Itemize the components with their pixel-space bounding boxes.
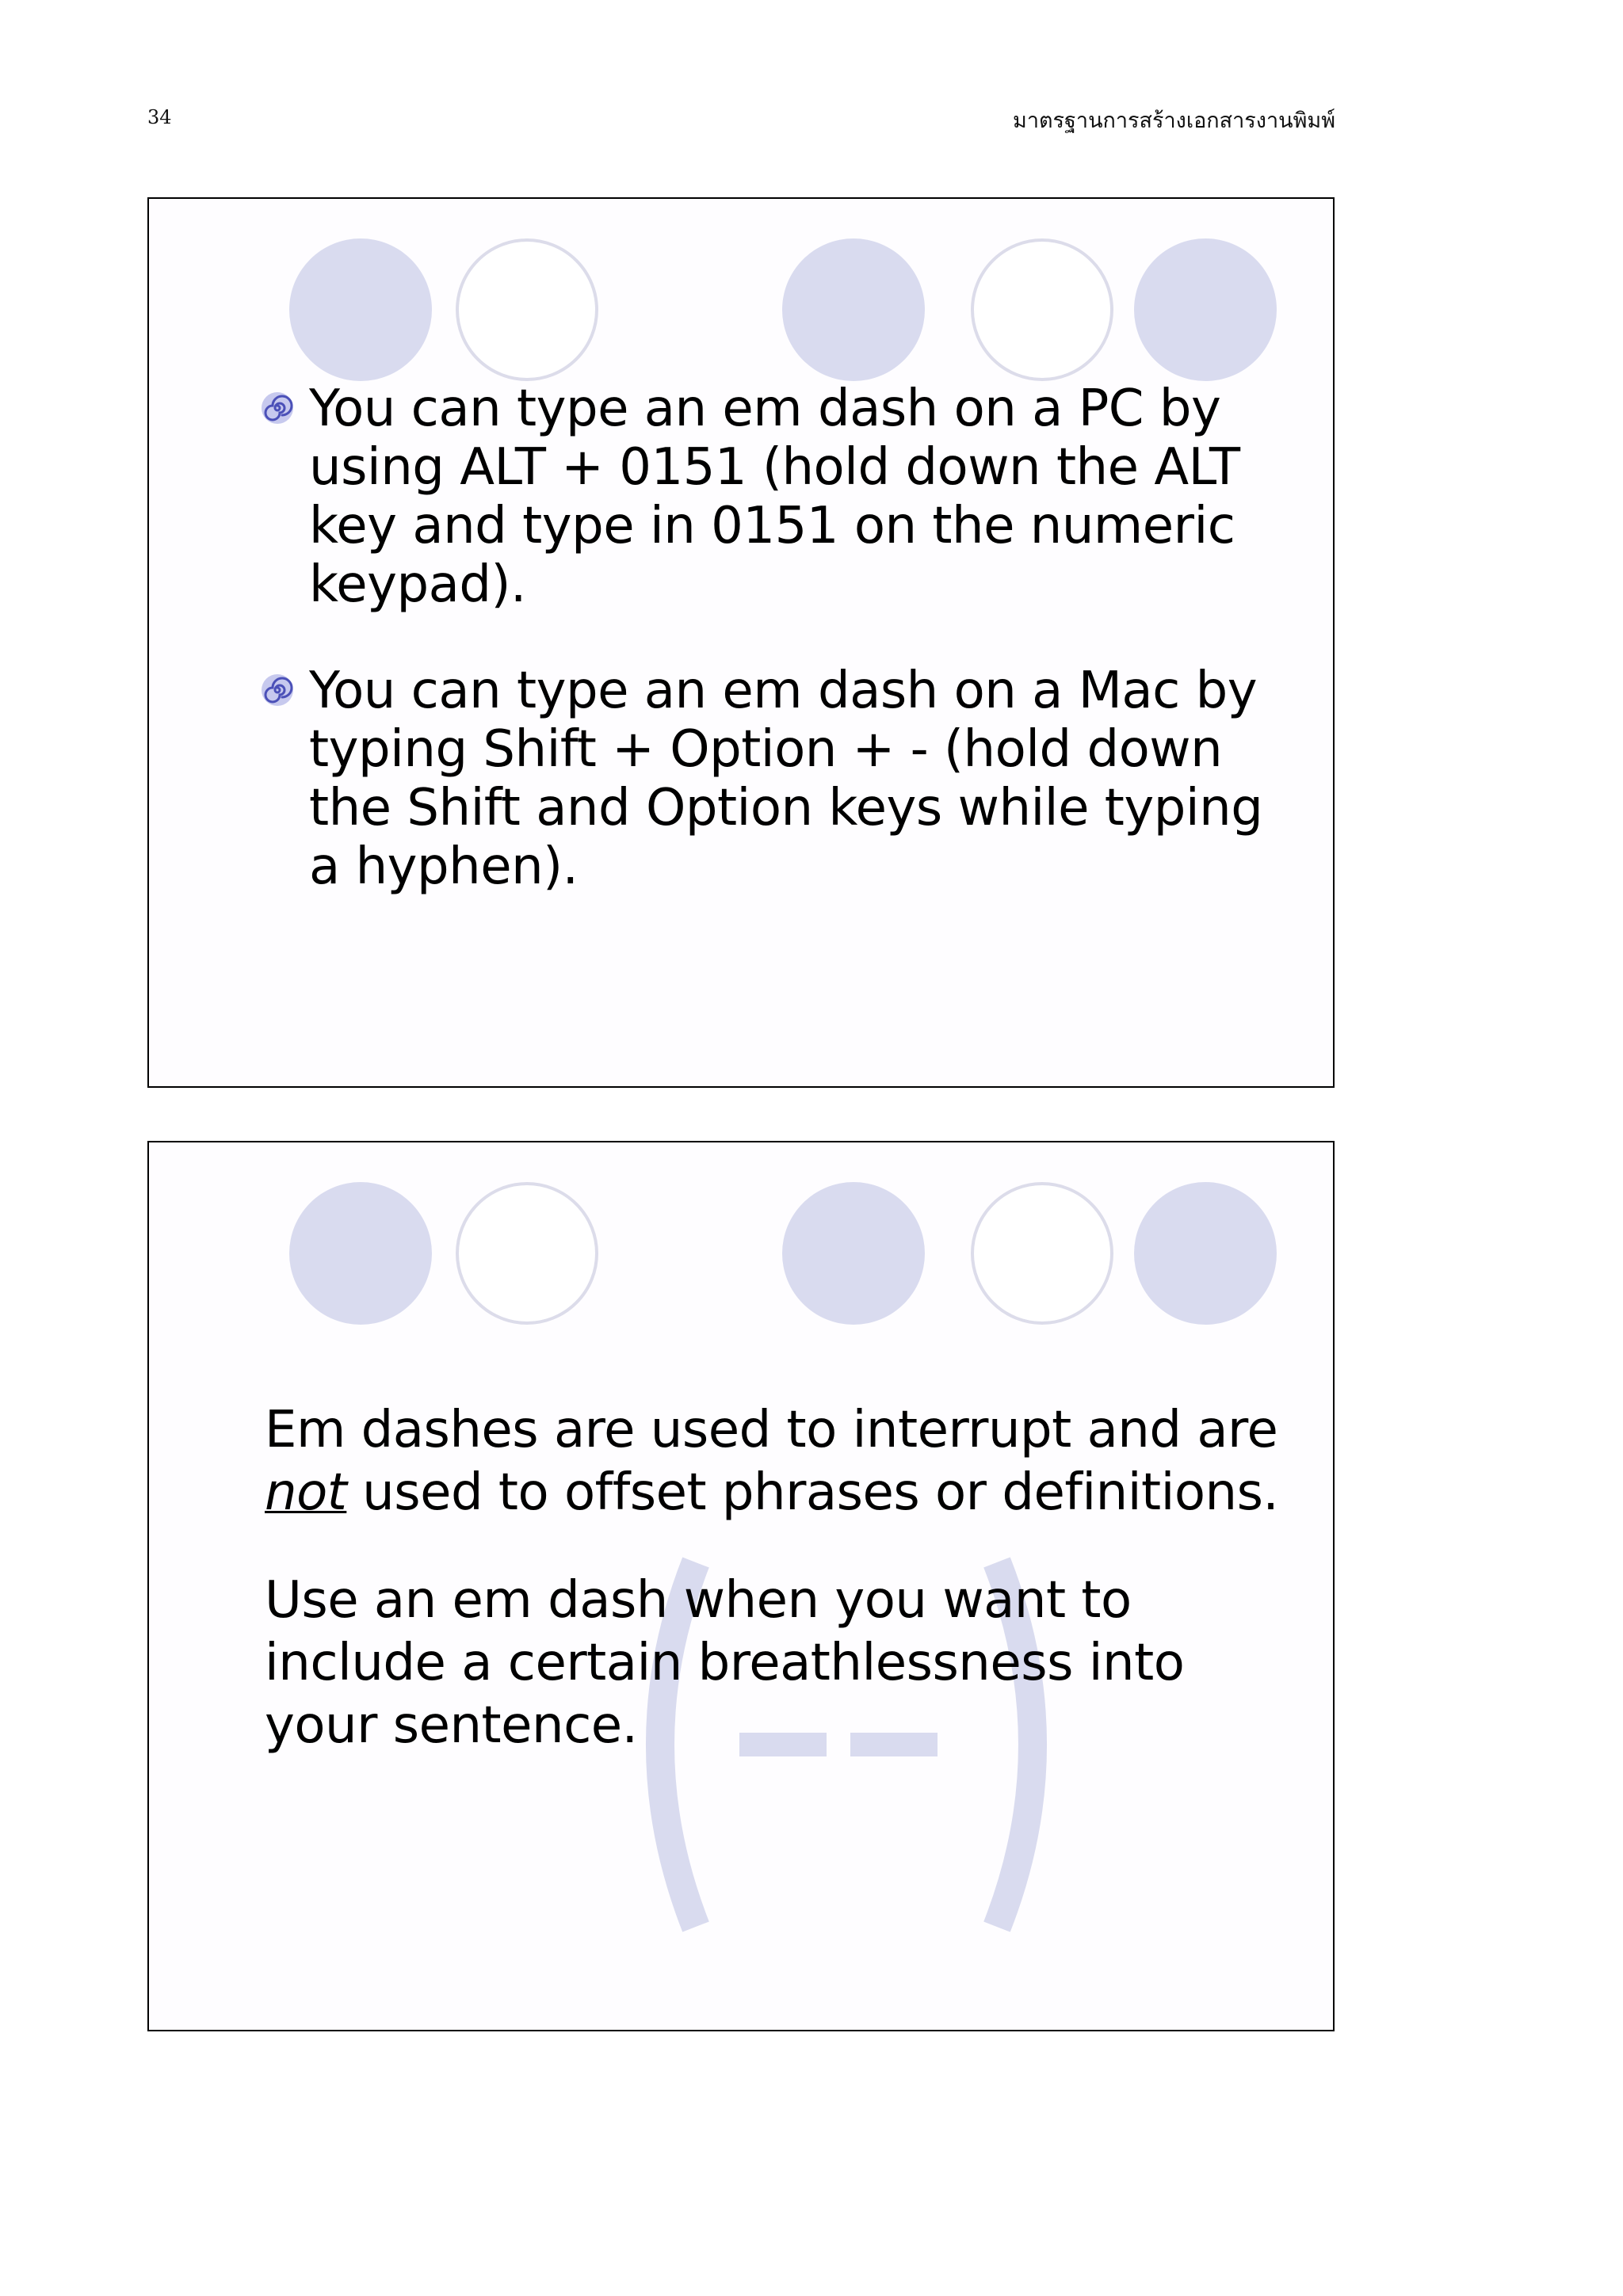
bullet-list bbox=[260, 379, 1290, 944]
decor-circle-outline bbox=[456, 1182, 598, 1325]
decor-circle-filled bbox=[782, 238, 925, 381]
page-number: 34 bbox=[147, 106, 172, 128]
decor-circle-outline bbox=[456, 238, 598, 381]
bullet-item bbox=[260, 662, 1290, 896]
spiral-icon bbox=[260, 391, 295, 425]
spiral-icon bbox=[260, 673, 295, 707]
slide-1 bbox=[147, 197, 1335, 1088]
paragraph-2: Use an em dash when you want to include a certain breathlessness into your sentence. bbox=[265, 1571, 1185, 1755]
decor-circle-outline bbox=[971, 1182, 1113, 1325]
decor-circle-filled bbox=[1134, 1182, 1277, 1325]
decor-circle-filled bbox=[289, 238, 432, 381]
running-head: มาตรฐานการสร้างเอกสารงานพิมพ์ bbox=[1013, 109, 1335, 133]
paragraph-1 bbox=[265, 1399, 1311, 1524]
decor-circle-filled bbox=[782, 1182, 925, 1325]
slide-2 bbox=[147, 1141, 1335, 2031]
decor-circle-filled bbox=[289, 1182, 432, 1325]
decor-circle-filled bbox=[1134, 238, 1277, 381]
bullet-text: You can type an em dash on a PC by using ALT + 0151 (hold down the ALT key and type in 0151 on the numeric keypad). bbox=[309, 379, 1240, 614]
paragraph-1-line-1: Em dashes are used to interrupt and are bbox=[265, 1401, 1278, 1459]
bullet-item bbox=[260, 379, 1290, 614]
paragraph-1-rest: used to offset phrases or definitions. bbox=[346, 1463, 1279, 1522]
emphasis-not: not bbox=[265, 1463, 347, 1522]
bullet-text: You can type an em dash on a Mac by typing Shift + Option + - (hold down the Shift and Option keys while typing a hyphen). bbox=[309, 662, 1263, 896]
decor-circle-outline bbox=[971, 238, 1113, 381]
slide-text bbox=[265, 1399, 1311, 1802]
